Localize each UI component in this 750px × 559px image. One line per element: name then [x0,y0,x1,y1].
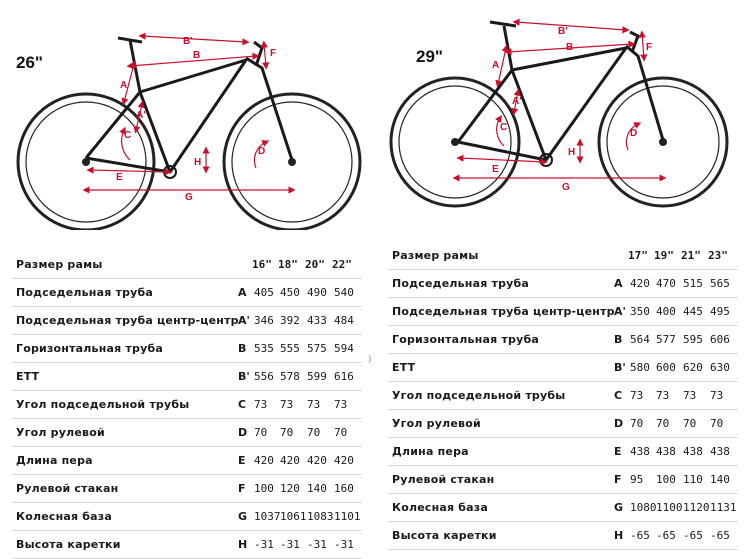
cell-value: 73 [334,398,348,411]
cell-value: 70 [280,426,294,439]
front-wheel [599,78,727,206]
cell-value: -31 [280,538,300,551]
table-row [12,503,362,531]
label-c: C [500,122,508,133]
cell-value: 140 [307,482,327,495]
label-g: G [562,182,570,193]
cell-value: -31 [307,538,327,551]
size-header: 17" [628,249,648,262]
cell-value: 556 [254,370,274,383]
size-header: 21" [681,249,701,262]
size-header: 18" [278,258,298,271]
frame-size-label: Размер рамы [392,249,479,262]
dimension-code: B' [614,361,626,374]
cell-value: -31 [334,538,354,551]
cell-value: -65 [710,529,730,542]
cell-value: 470 [656,277,676,290]
separator-mark: ) [368,355,372,365]
cell-value: 70 [334,426,348,439]
cell-value: 110 [683,473,703,486]
cell-value: 160 [334,482,354,495]
label-c: C [124,130,132,141]
cell-value: 100 [656,473,676,486]
dimension-code: D [614,417,624,430]
dimension-code: A [614,277,623,290]
cell-value: 495 [710,305,730,318]
table-row [12,363,362,391]
cell-value: 420 [254,454,274,467]
cell-value: 490 [307,286,327,299]
label-h: H [194,157,202,168]
dimension-code: G [238,510,248,523]
cell-value: 70 [683,417,697,430]
dimension-lines [456,22,663,178]
table-row [388,382,738,410]
label-b-prime: B' [558,26,568,37]
cell-value: 599 [307,370,327,383]
dimension-code: D [238,426,248,439]
row-label: Колесная база [392,501,489,514]
cell-value: 555 [280,342,300,355]
row-label: Высота каретки [16,538,121,551]
cell-value: 1131 [710,501,737,514]
table-header [388,242,738,270]
cell-value: 70 [254,426,268,439]
dimension-code: C [614,389,623,402]
cell-value: 1037 [254,510,281,523]
wheel-size-29: 29" [416,47,443,66]
label-b: B [566,42,574,53]
geometry-diagram-26 [0,0,370,230]
size-header: 20" [305,258,325,271]
cell-value: 73 [630,389,644,402]
cell-value: 433 [307,314,327,327]
row-label: Подседельная труба центр-центр [392,305,615,318]
dimension-code: B [238,342,247,355]
row-label: Угол подседельной трубы [16,398,190,411]
cell-value: -65 [683,529,703,542]
cell-value: 606 [710,333,730,346]
cell-value: 1101 [334,510,361,523]
cell-value: 535 [254,342,274,355]
table-row [388,354,738,382]
row-label: ETT [16,370,40,383]
label-e: E [116,172,123,183]
geometry-table-29 [388,242,738,550]
cell-value: 515 [683,277,703,290]
cell-value: 420 [307,454,327,467]
geometry-diagram-29 [380,0,750,230]
cell-value: 73 [656,389,670,402]
cell-value: 1080 [630,501,657,514]
label-f: F [270,48,277,59]
cell-value: 70 [710,417,724,430]
cell-value: -65 [656,529,676,542]
table-row [12,475,362,503]
table-row [388,298,738,326]
row-label: Рулевой стакан [392,473,495,486]
cell-value: 100 [254,482,274,495]
label-d: D [258,146,266,157]
table-row [12,391,362,419]
dimension-code: H [238,538,248,551]
row-label: Угол рулевой [392,417,481,430]
cell-value: 73 [307,398,321,411]
cell-value: 445 [683,305,703,318]
row-label: Высота каретки [392,529,497,542]
cell-value: 73 [280,398,294,411]
cell-value: 95 [630,473,644,486]
cell-value: 73 [683,389,697,402]
row-label: Горизонтальная труба [16,342,163,355]
label-a-prime: A' [512,96,522,107]
frame-size-label: Размер рамы [16,258,103,271]
row-label: Горизонтальная труба [392,333,539,346]
table-row [388,270,738,298]
label-a-prime: A' [136,110,146,121]
label-b: B [193,50,201,61]
cell-value: -31 [254,538,274,551]
cell-value: 575 [307,342,327,355]
label-a: A [120,80,128,91]
cell-value: 620 [683,361,703,374]
cell-value: 420 [280,454,300,467]
cell-value: 420 [334,454,354,467]
cell-value: 595 [683,333,703,346]
table-row [388,522,738,550]
dimension-code: A' [238,314,250,327]
dimension-code: F [614,473,622,486]
cell-value: 70 [307,426,321,439]
cell-value: 594 [334,342,354,355]
table-header [12,251,362,279]
cell-value: 140 [710,473,730,486]
label-a: A [492,60,500,71]
dimension-code: A' [614,305,626,318]
dimension-code: B' [238,370,250,383]
cell-value: 438 [683,445,703,458]
cell-value: 392 [280,314,300,327]
frame [458,22,663,160]
cell-value: 70 [630,417,644,430]
row-label: Подседельная труба центр-центр [16,314,239,327]
cell-value: 350 [630,305,650,318]
cell-value: 438 [710,445,730,458]
dimension-code: E [238,454,246,467]
table-row [12,307,362,335]
row-label: Подседельная труба [16,286,154,299]
dimension-lines [86,36,292,190]
label-g: G [185,192,193,203]
wheel-size-26: 26" [16,53,43,72]
cell-value: 438 [630,445,650,458]
cell-value: 450 [280,286,300,299]
front-wheel [224,94,360,230]
cell-value: 120 [280,482,300,495]
dimension-code: G [614,501,624,514]
table-row [388,438,738,466]
cell-value: 630 [710,361,730,374]
size-header: 22" [332,258,352,271]
row-label: Колесная база [16,510,113,523]
cell-value: -65 [630,529,650,542]
row-label: Угол подседельной трубы [392,389,566,402]
row-label: Рулевой стакан [16,482,119,495]
cell-value: 346 [254,314,274,327]
cell-value: 484 [334,314,354,327]
cell-value: 70 [656,417,670,430]
row-label: Подседельная труба [392,277,530,290]
rear-wheel [18,94,154,230]
dimension-code: A [238,286,247,299]
cell-value: 73 [254,398,268,411]
cell-value: 578 [280,370,300,383]
table-row [388,326,738,354]
row-label: ETT [392,361,416,374]
size-header: 23" [708,249,728,262]
cell-value: 420 [630,277,650,290]
table-row [12,279,362,307]
row-label: Длина пера [392,445,469,458]
cell-value: 565 [710,277,730,290]
geometry-table-26 [12,251,362,559]
cell-value: 405 [254,286,274,299]
table-row [12,335,362,363]
label-d: D [630,128,638,139]
row-label: Длина пера [16,454,93,467]
cell-value: 540 [334,286,354,299]
size-header: 19" [654,249,674,262]
table-row [388,494,738,522]
label-f: F [646,42,653,53]
table-row [12,419,362,447]
cell-value: 616 [334,370,354,383]
cell-value: 580 [630,361,650,374]
row-label: Угол рулевой [16,426,105,439]
label-h: H [568,147,576,158]
cell-value: 438 [656,445,676,458]
cell-value: 1083 [307,510,334,523]
dimension-code: H [614,529,624,542]
cell-value: 73 [710,389,724,402]
cell-value: 400 [656,305,676,318]
label-b-prime: B' [183,36,193,47]
cell-value: 564 [630,333,650,346]
cell-value: 1061 [280,510,307,523]
cell-value: 1100 [656,501,683,514]
dimension-code: E [614,445,622,458]
cell-value: 1120 [683,501,710,514]
table-row [12,447,362,475]
cell-value: 600 [656,361,676,374]
table-row [388,410,738,438]
dimension-code: F [238,482,246,495]
dimension-code: B [614,333,623,346]
table-row [12,531,362,559]
label-e: E [492,164,499,175]
cell-value: 577 [656,333,676,346]
dimension-code: C [238,398,247,411]
table-row [388,466,738,494]
size-header: 16" [252,258,272,271]
